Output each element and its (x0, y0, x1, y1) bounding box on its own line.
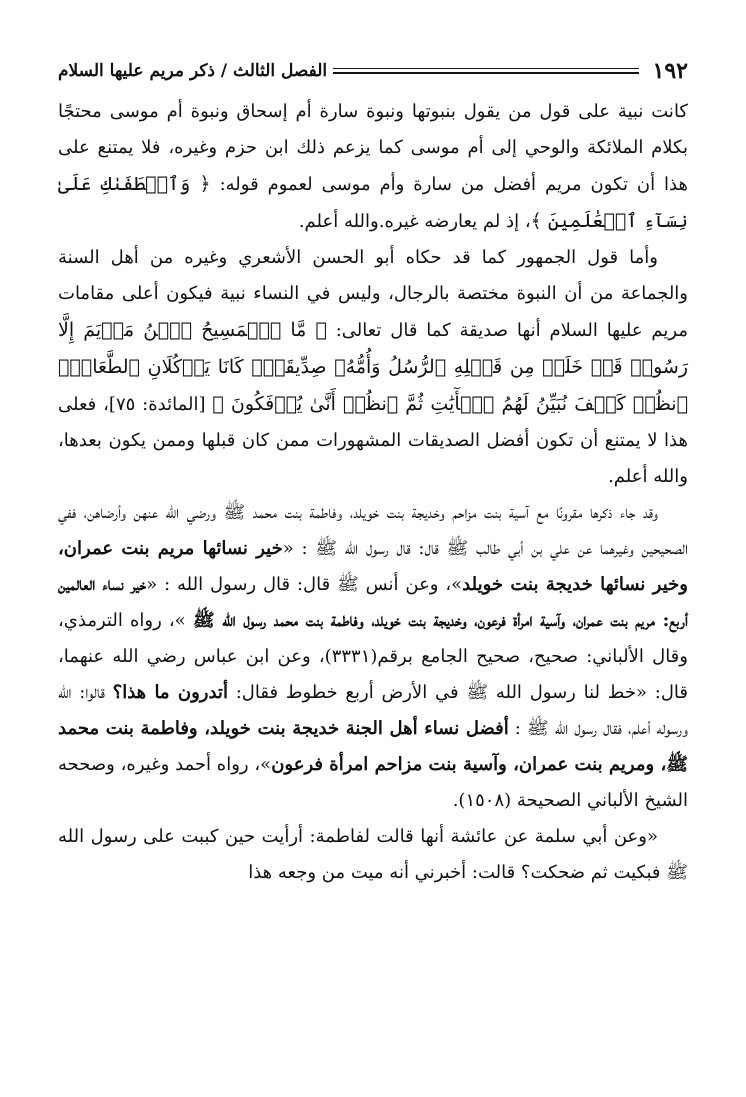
page-number: ١٩٢ (652, 58, 688, 84)
paragraph-4-text: «وعن أبي سلمة عن عائشة أنها قالت لفاطمة: أرأيت حين كببت على رسول الله ﷺ فبكيت ثم ضحكت؟ قالت: أخبرني أنه ميت من وجعه هذا (58, 826, 688, 883)
paragraph-3-text-a: وقد جاء ذكرها مقرونًا مع آسية بنت مزاحم وخديجة بنت خويلد، وفاطمة بنت محمد ﷺ ورضي الله عنهن وأرضاهن، ففي الصحيحين وغيرهما عن علي بن أبي طالب ﷺ قال: قال رسول الله ﷺ : « (58, 502, 688, 559)
paragraph-3-text-d: قالوا: الله ورسوله أعلم، فقال رسول الله ﷺ : (58, 682, 688, 739)
paragraph-2 (58, 240, 688, 495)
hadith-3-question: أتدرون ما هذا؟ (112, 682, 228, 703)
chapter-title: الفصل الثالث / ذكر مريم عليها السلام (58, 61, 328, 81)
paragraph-2-tail: [المائدة: ٧٥]، فعلى هذا لا يمتنع أن تكون أفضل الصديقات المشهورات ممن كان قبلها وممن يكون بعدها، والله أعلم. (58, 394, 688, 487)
hadith-2: خير نساء العالمين أربع: مريم بنت عمران، وآسية امرأة فرعون، وخديجة بنت خويلد، وفاطمة بنت محمد رسول الله ﷺ (58, 574, 689, 631)
paragraph-3 (58, 495, 688, 819)
paragraph-3-text-b: »، وعن أنس ﷺ قال: قال رسول الله : « (146, 574, 463, 595)
quran-verse-1: ﴿ وَٱصۡطَفَىٰكِ عَلَىٰ نِسَآءِ ٱلۡعَٰلَمِينَ ﴾ (58, 173, 688, 232)
paragraph-3-text-c: »، رواه الترمذي، وقال الألباني: صحيح، صحيح الجامع برقم(٣٣٣١)، وعن ابن عباس رضي الله عنهما، قال: «خط لنا رسول الله ﷺ في الأرض أربع خطوط فقال: (58, 610, 689, 703)
paragraph-2-text: وأما قول الجمهور كما قد حكاه أبو الحسن الأشعري وغيره من أهل السنة والجماعة من أن النبوة مختصة بالرجال، وليس في النساء نبية فيكون أعلى مقامات مريم عليها السلام أنها صديقة كما قال تعالى: (58, 247, 688, 341)
header-rule (333, 68, 638, 74)
paragraph-4 (58, 819, 688, 891)
hadith-1: خير نسائها مريم بنت عمران، وخير نسائها خديجة بنت خويلد (58, 538, 688, 595)
paragraph-1-tail: ، إذ لم يعارضه غيره.والله أعلم. (298, 211, 531, 232)
page-header (58, 54, 688, 88)
quran-verse-2: ﴿ مَّا ٱلۡمَسِيحُ ٱبۡنُ مَرۡيَمَ إِلَّا رَسُولٞ قَدۡ خَلَتۡ مِن قَبۡلِهِ ٱلرُّسُلُ وَأُمُّهُۥ صِدِّيقَةٞۖ كَانَا يَأۡكُلَانِ ٱلطَّعَامَۗ ٱنظُرۡ كَيۡفَ نُبَيِّنُ لَهُمُ ٱلۡأٓيَٰتِ ثُمَّ ٱنظُرۡ أَنَّىٰ يُؤۡفَكُونَ ﴾ (58, 319, 688, 415)
paragraph-1-text: كانت نبية على قول من يقول بنبوتها ونبوة سارة أم إسحاق ونبوة أم موسى محتجًا بكلام الملائكة والوحي إلى أم موسى كما يزعم ذلك ابن حزم وغيره، فلا يمتنع على هذا أن تكون مريم أفضل من سارة وأم موسى لعموم قوله: (58, 101, 688, 195)
paragraph-1 (58, 94, 688, 240)
paragraph-3-text-e: »، رواه أحمد وغيره، وصححه الشيخ الألباني الصحيحة (١٥٠٨). (58, 754, 688, 811)
hadith-3: أفضل نساء أهل الجنة خديجة بنت خويلد، وفاطمة بنت محمد ﷺ، ومريم بنت عمران، وآسية بنت مزاحم امرأة فرعون (58, 718, 688, 775)
